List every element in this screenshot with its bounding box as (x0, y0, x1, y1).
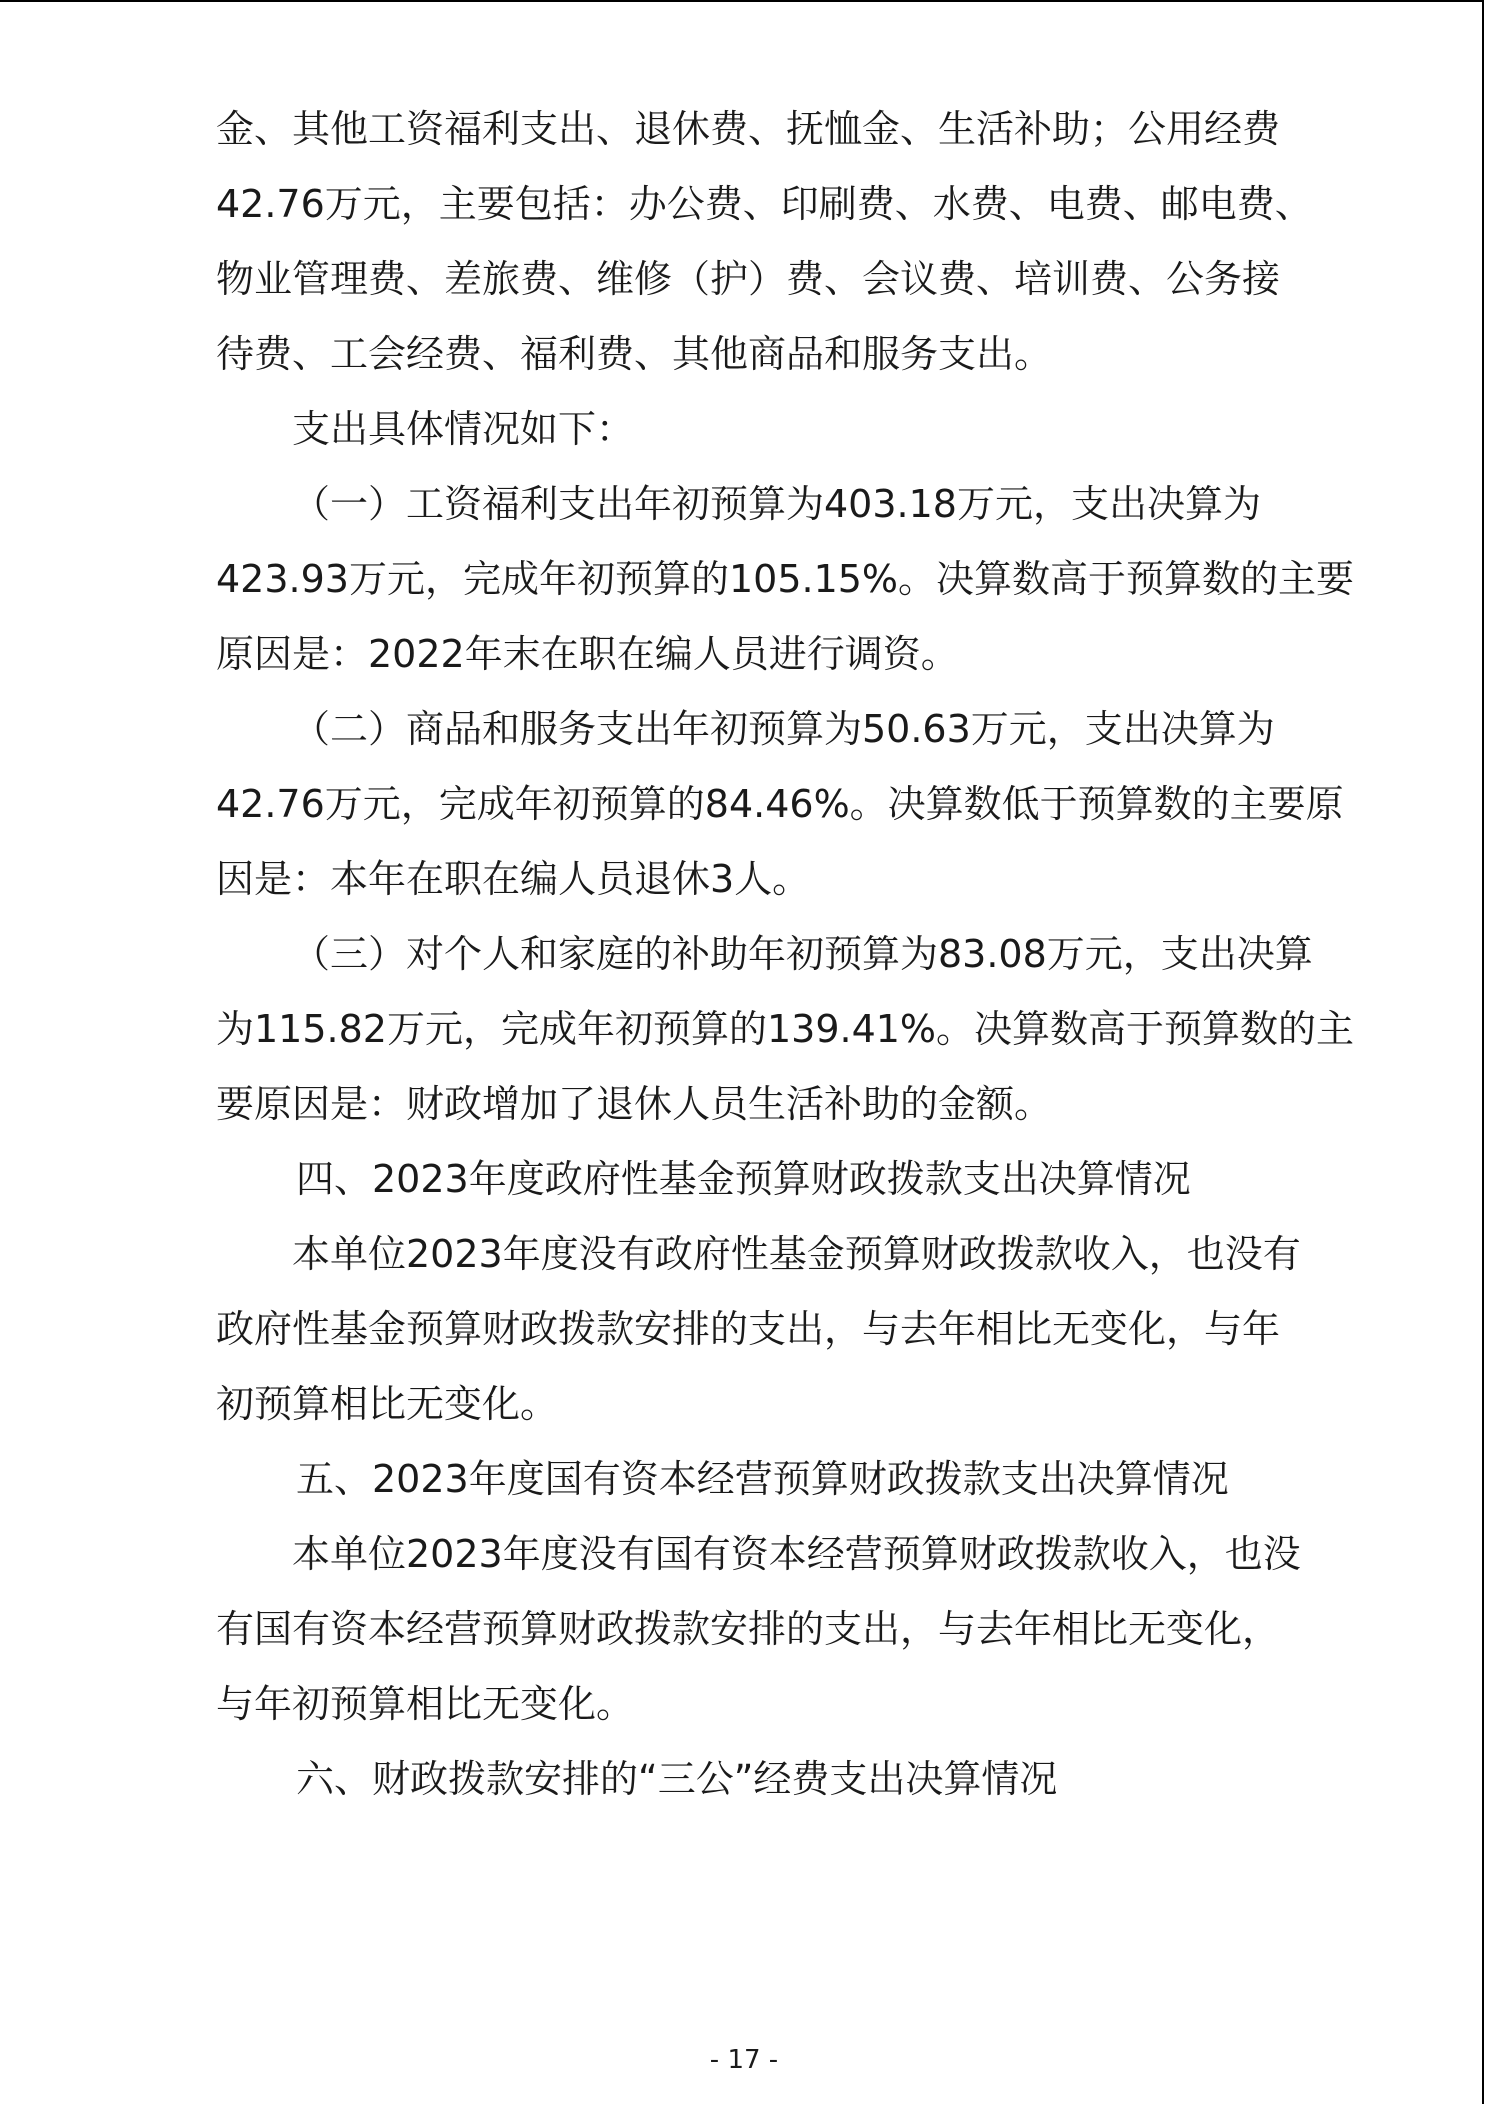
text-line: 为115.82万元，完成年初预算的139.41%。决算数高于预算数的主 (216, 1007, 1355, 1051)
text-line: 本单位2023年度没有国有资本经营预算财政拨款收入，也没 (292, 1532, 1301, 1576)
document-page (216, 92, 1355, 1817)
section-heading-6: 六、财政拨款安排的“三公”经费支出决算情况 (296, 1757, 1058, 1801)
text-line: 与年初预算相比无变化。 (216, 1682, 635, 1726)
paragraph-state-capital (216, 1517, 1301, 1742)
text-line: 42.76万元，主要包括：办公费、印刷费、水费、电费、邮电费、 (216, 182, 1313, 226)
text-line: 有国有资本经营预算财政拨款安排的支出，与去年相比无变化， (216, 1607, 1281, 1651)
paragraph-item-1 (216, 467, 1355, 692)
text-line: 待费、工会经费、福利费、其他商品和服务支出。 (216, 332, 1053, 376)
text-line: 原因是：2022年末在职在编人员进行调资。 (216, 632, 959, 676)
text-line: 支出具体情况如下： (292, 407, 635, 451)
text-line: 政府性基金预算财政拨款安排的支出，与去年相比无变化，与年 (216, 1307, 1281, 1351)
page-number: - 17 - (709, 2045, 779, 2075)
paragraph-expenditure-continuation (216, 92, 1313, 392)
text-line: 423.93万元，完成年初预算的105.15%。决算数高于预算数的主要 (216, 557, 1355, 601)
text-line: （一）工资福利支出年初预算为403.18万元，支出决算为 (292, 482, 1261, 526)
text-line: 要原因是：财政增加了退休人员生活补助的金额。 (216, 1082, 1053, 1126)
text-line: 因是：本年在职在编人员退休3人。 (216, 857, 811, 901)
text-line: 物业管理费、差旅费、维修（护）费、会议费、培训费、公务接 (216, 257, 1281, 301)
text-line: 本单位2023年度没有政府性基金预算财政拨款收入，也没有 (292, 1232, 1301, 1276)
text-line: 金、其他工资福利支出、退休费、抚恤金、生活补助；公用经费 (216, 107, 1281, 151)
section-heading-5: 五、2023年度国有资本经营预算财政拨款支出决算情况 (296, 1457, 1229, 1501)
text-line: （二）商品和服务支出年初预算为50.63万元，支出决算为 (292, 707, 1275, 751)
paragraph-details-intro (216, 392, 1286, 467)
paragraph-government-fund (216, 1217, 1301, 1442)
text-line: 42.76万元，完成年初预算的84.46%。决算数低于预算数的主要原 (216, 782, 1344, 826)
paragraph-item-3 (216, 917, 1355, 1142)
text-line: 初预算相比无变化。 (216, 1382, 559, 1426)
section-heading-4: 四、2023年度政府性基金预算财政拨款支出决算情况 (296, 1157, 1191, 1201)
paragraph-item-2 (216, 692, 1344, 917)
text-line: （三）对个人和家庭的补助年初预算为83.08万元，支出决算 (292, 932, 1313, 976)
